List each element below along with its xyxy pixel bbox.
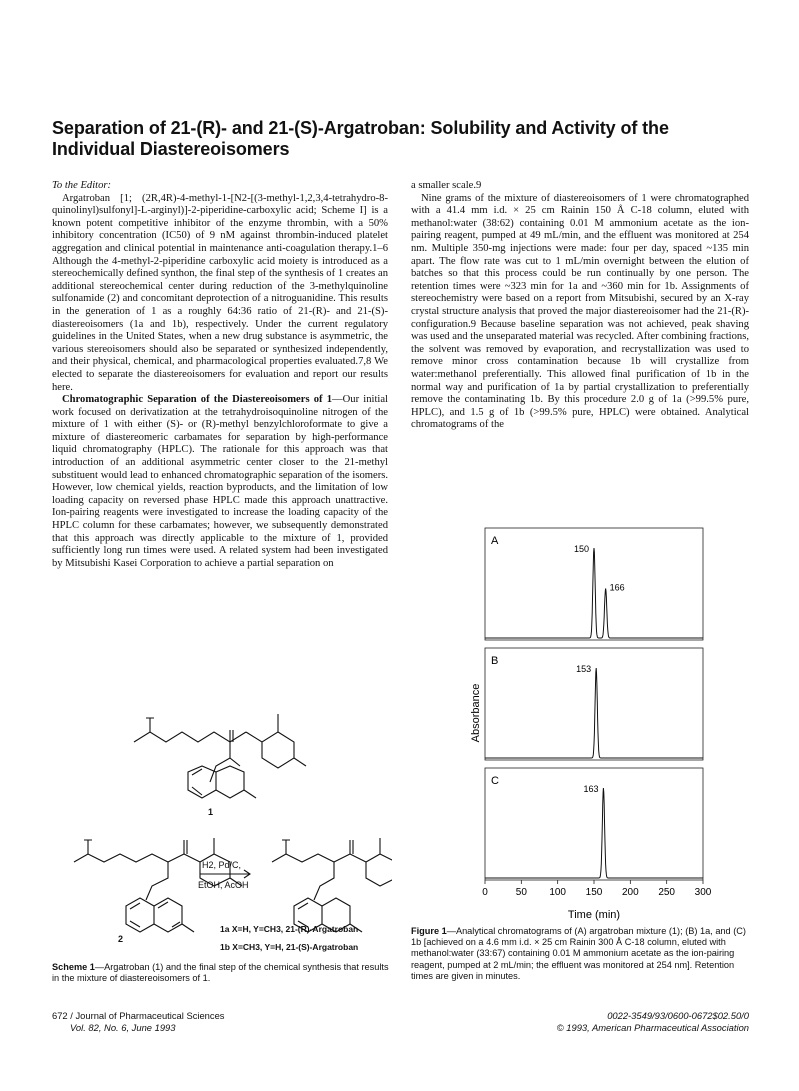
scheme-caption-title: Scheme 1 [52,962,95,972]
section-heading: Chromatographic Separation of the Diastereoisomers of 1 [62,394,333,406]
scheme-caption [52,962,392,984]
figure-caption-title: Figure 1 [411,926,447,936]
product-1a-label: 1a X=H, Y=CH3, 21-(R)-Argatroban [220,924,359,934]
x-tick-label: 0 [482,887,488,898]
salutation: To the Editor: [52,180,112,191]
paragraph-chromatography [52,394,388,570]
x-tick-label: 50 [515,887,527,898]
x-tick-label: 150 [585,887,603,898]
paragraph-separation: Nine grams of the mixture of diastereoisomers of 1 were chromatographed with a 41.4 mm i.d. × 25 cm Rainin 150 Å C-18 column, eluted with methanol:water (38:62) containing 0.01 M ammonium acetate as the ion-pairing reagent, pumped at 49 mL/min, and the effluent was monitored at 254 nm. Multiple 350-mg injections were made: four per day, spaced ~135 min apart. The flow rate was cut to 1 mL/min overnight between the elution of batches so that this process could be run continually by one person. The retention times were ~323 min for 1a and ~360 min for 1b. Assignments of stereochemistry were based on a report from Mitsubishi, secured by an X-ray crystal structure analysis that proved the major diastereoisomer had the 21-(R)-configuration.9 Because baseline separation was not achieved, peak shaving was used and the unseparated material was recycled. After combining fractions, the solvent was removed by evaporation, and recrystallization was used to remove minor cross contamination because 1b will crystallize from water:methanol preferentially. This allowed final purification of 1b in the normal way and purification of 1a by partial crystallization to preferentially remove the contaminating 1b. By this procedure 2.0 g of 1a (>99.5% pure, HPLC), and 1.5 g of 1b (>99.5% pure, HPLC) were obtained. Analytical chromatograms of the [411,192,749,431]
peak-label: 163 [583,784,599,794]
y-axis-label: Absorbance [470,683,482,743]
figure-caption-text: —Analytical chromatograms of (A) argatroban mixture (1); (B) 1a, and (C) 1b [achieved on a 4.6 mm i.d. × 25 cm Rainin 300 Å C-18 column, eluted with methanol:water (33:67) containing 0.01 M ammonium acetate as the ion-pairing reagent, pumped at 2 mL/min; the effluent was monitored at 254 nm]. Retention times are given in minutes. [411,926,746,981]
panel-label: A [491,535,499,547]
chromatogram-panel [485,528,703,640]
chromatogram-trace [485,788,703,878]
x-tick-label: 200 [621,887,639,898]
compound-2-label: 2 [118,934,124,944]
copyright-notice: © 1993, American Pharmaceutical Association [556,1021,749,1033]
column-left [52,180,388,570]
volume-info: Vol. 82, No. 6, June 1993 [70,1021,176,1033]
issn-code: 0022-3549/93/0600-0672$02.50/0 [607,1010,749,1021]
x-tick-label: 100 [549,887,567,898]
reagent-bottom: EtOH, AcOH [198,880,249,890]
product-1b-label: 1b X=CH3, Y=H, 21-(S)-Argatroban [220,942,359,952]
peak-label: 150 [574,544,590,554]
footer-left [52,1010,352,1033]
chromatogram-figure [455,520,755,922]
x-tick-label: 250 [658,887,676,898]
panel-label: B [491,655,499,667]
reaction-arrow [200,870,250,878]
x-tick-label: 300 [694,887,712,898]
peak-label: 153 [576,664,592,674]
journal-citation: 672 / Journal of Pharmaceutical Sciences [52,1010,225,1021]
reagent-top: H2, Pd/C, [202,860,242,870]
panel-label: C [491,775,499,787]
scheme-structures [52,700,392,955]
chromatogram-trace [485,668,703,758]
scheme-caption-text: —Argatroban (1) and the final step of the chemical synthesis that results in the mixture of diastereoisomers of 1. [52,962,389,984]
figure-caption [411,926,749,982]
x-axis-label: Time (min) [567,909,621,921]
peak-label: 166 [609,582,625,593]
compound-1-label: 1 [208,807,214,817]
article-title: Separation of 21-(R)- and 21-(S)-Argatroban: Solubility and Activity of the Individual Diastereoisomers [52,118,669,159]
paragraph-continued: a smaller scale.9 [411,180,482,191]
footer-right [449,1010,749,1033]
structure-product [272,838,392,932]
paragraph-intro: Argatroban [1; (2R,4R)-4-methyl-1-[N2-[(3-methyl-1,2,3,4-tetrahydro-8-quinolinyl)sulfonyl]-L-arginyl)]-2-piperidine-carboxylic acid; Scheme I] is a known potent competitive inhibitor of the enzyme thrombin, with a 50% inhibitory concentration (IC50) of 9 nM against thrombin-induced platelet aggregation and clinical potential in maintenance anti-coagulation therapy.1–6 Although the 4-methyl-2-piperidine carboxylic acid moiety is introduced as a stereochemically defined synthon, the final step of the synthesis of 1 creates an additional stereochemical center during reduction of the 3-methylquinoline sulfonamide (2) and concomitant deprotection of a nitroguanidine. This results in the generation of 1 as a roughly 64:36 ratio of 21-(R)- and 21-(S)-diastereoisomers (1a and 1b), respectively. Under the current regulatory guidelines in the United States, when a new drug substance is asymmetric, the various stereoisomers should also be separated or synthesized independently, and their physical, chemical, and pharmacological properties evaluated.7,8 We elected to separate the diastereoisomers for evaluation and report our results here. [52,192,388,393]
structure-argatroban [134,714,306,798]
column-right [411,180,749,432]
paragraph-chromatography-text: —Our initial work focused on derivatization at the tetrahydroisoquinoline nitrogen of the mixture of 1 with either (S)- or (R)-methyl benzylchloroformate to give a mixture of diastereomeric carbamates for separation by high-performance liquid chromatography (HPLC). The rationale for this approach was that introduction of an additional asymmetric center closer to the 21-methyl substituent would lead to enhanced chromatographic separation of the isomers. However, low chemical yields, reaction byproducts, and the limitation of low loading capacity on reversed phase HPLC made this approach unattractive. Ion-pairing reagents were investigated to increase the loading capacity of the HPLC column for these carbamates; however, we subsequently demonstrated that this approach was directly applicable to the mixture of 1, provided sufficiently long run times were used. A related system had been investigated by Mitsubishi Kasei Corporation to achieve a partial separation on [52,394,389,569]
chromatogram-trace [485,548,703,638]
